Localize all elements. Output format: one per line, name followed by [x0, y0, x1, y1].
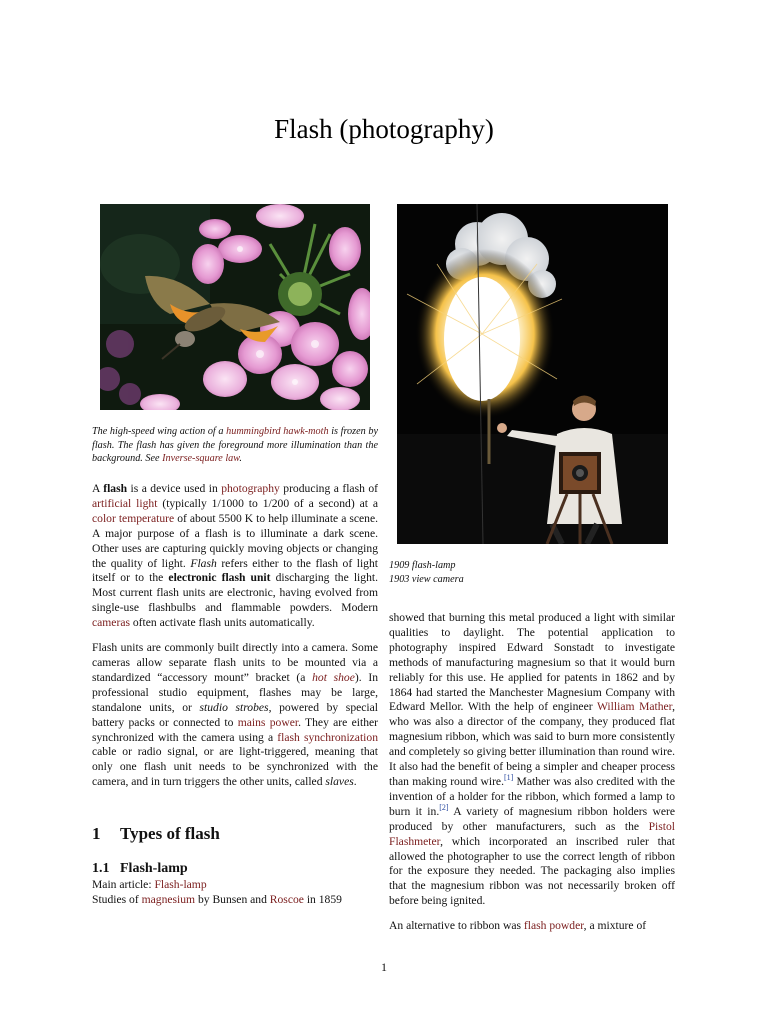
- link-pistol-flashmeter[interactable]: Pistol Flashmeter: [389, 819, 675, 848]
- citation-1[interactable]: [1]: [503, 773, 514, 783]
- link-artificial-light[interactable]: artificial light: [92, 496, 158, 510]
- main-article-note: Main article: Flash-lamp Studies of magnesium by Bunsen and Roscoe in 1859: [92, 878, 342, 907]
- link-roscoe[interactable]: Roscoe: [269, 893, 304, 907]
- figure-caption-flash-lamp: [389, 559, 667, 586]
- section-heading-types-of-flash: 1 Types of flash: [92, 824, 220, 844]
- link-photography[interactable]: photography: [221, 482, 280, 495]
- left-column: [92, 482, 378, 908]
- page-title: Flash (photography): [274, 114, 494, 144]
- citation-2[interactable]: [2]: [439, 802, 449, 812]
- caption-line-2: 1903 view camera: [389, 573, 464, 585]
- link-hummingbird-hawk-moth[interactable]: hummingbird hawk-moth: [226, 426, 329, 437]
- link-mains-power[interactable]: mains power: [237, 715, 299, 729]
- hawk-moth-photo: [100, 204, 370, 410]
- link-flash-synchronization[interactable]: flash synchronization: [277, 730, 378, 744]
- link-color-temperature[interactable]: color temperature: [92, 511, 175, 525]
- subsection-heading-flash-lamp: 1.1 Flash-lamp: [92, 861, 188, 877]
- body-paragraph-flash-powder: An alternative to ribbon was flash powder, a mixture of: [389, 919, 647, 933]
- body-paragraph-magnesium: showed that burning this metal produced a light with similar qualities to daylight. The potential application to photography inspired Edward Sonstadt to investigate methods of manufacturing magnesium so that it would burn reliably for this use. He applied for patents in 1862 and by 1864 had started the Manchester Magnesium Company with Edward Mellor. With the help of engineer William Mather, who was also a director of the company, they produced flat magnesium ribbon, which was said to burn more consistently and completely so giving better illumination than round wire. It also had the benefit of being a simpler and cheaper process than making round wire.[1] Mather was also credited with the invention of a holder for the ribbon, which formed a lamp to burn it in.[2] A variety of magnesium ribbon holders were produced by other manufacturers, such as the Pistol Flashmeter, which incorporated an inscribed ruler that allowed the photographer to use the correct length of ribbon for the exposure they needed. The packaging also implies that the magnesium ribbon was not necessarily broken off before being ignited.: [389, 611, 675, 908]
- figure-caption-hawk-moth: The high-speed wing action of a hummingbird hawk-moth is frozen by flash. The flash has given the foreground more illumination than the background. See Inverse-square law.: [92, 426, 378, 465]
- flash-lamp-photo: [397, 204, 668, 544]
- link-hot-shoe[interactable]: hot shoe: [312, 670, 355, 684]
- right-column: [389, 611, 675, 934]
- intro-paragraph-1: A flash is a device used in photography producing a flash of artificial light (typically 1/1000 to 1/200 of a second) at a color temperature of about 5500 K to help illuminate a scene. A major purpose of a flash is to illuminate a dark scene. Other uses are capturing quickly moving objects or changing the quality of light. Flash refers either to the flash of light itself or to the electronic flash unit discharging the light. Most current flash units are electronic, having evolved from single-use flashbulbs and flammable powders. Modern cameras often activate flash units automatically.: [92, 482, 378, 630]
- link-flash-powder[interactable]: flash powder: [523, 919, 584, 933]
- page-number: 1: [381, 960, 387, 974]
- link-cameras[interactable]: cameras: [92, 616, 130, 630]
- link-inverse-square-law[interactable]: Inverse-square law: [162, 453, 240, 465]
- link-magnesium[interactable]: magnesium: [141, 893, 196, 907]
- link-william-mather[interactable]: William Mather: [596, 700, 673, 714]
- caption-line-1: 1909 flash-lamp: [389, 560, 456, 571]
- link-main-article-flash-lamp[interactable]: Flash-lamp: [154, 878, 207, 892]
- intro-paragraph-2: Flash units are commonly built directly into a camera. Some cameras allow separate flash units to be mounted via a standardized “accessory mount” bracket (a hot shoe). In professional studio equipment, flashes may be large, standalone units, or studio strobes, powered by special battery packs or connected to mains power. They are either synchronized with the camera using a flash synchronization cable or radio signal, or are light-triggered, meaning that only one flash unit needs to be synchronized with the camera, and in turn triggers the other units, called slaves.: [92, 641, 378, 789]
